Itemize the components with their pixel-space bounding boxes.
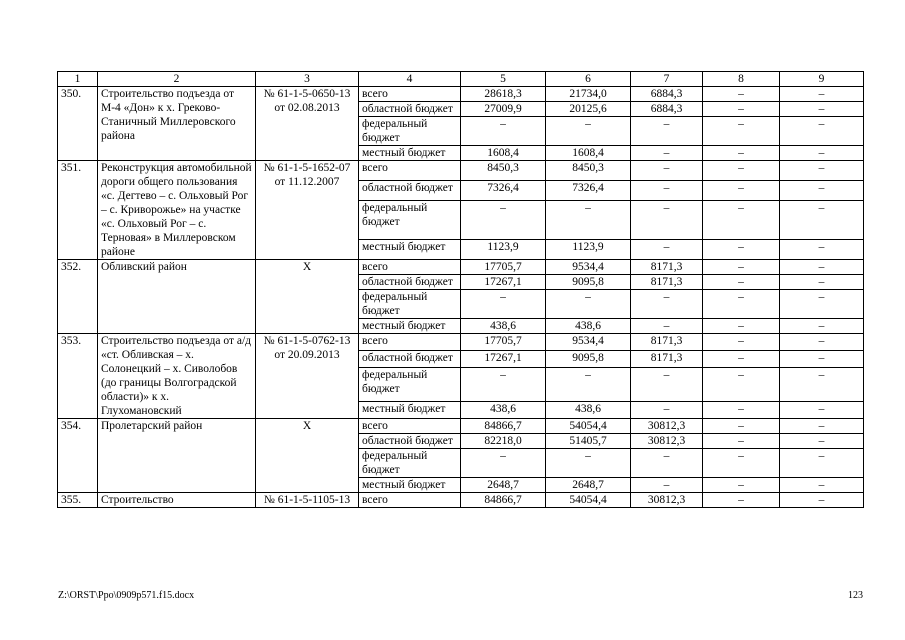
amount-v5: 1123,9 xyxy=(461,239,546,259)
amount-v9: – xyxy=(780,351,864,368)
amount-v9: – xyxy=(780,334,864,351)
funding-source: федеральный бюджет xyxy=(359,290,461,319)
funding-source: федеральный бюджет xyxy=(359,201,461,240)
amount-v9: – xyxy=(780,181,864,201)
amount-v8: – xyxy=(703,478,780,493)
amount-v9: – xyxy=(780,87,864,102)
amount-v7: – xyxy=(631,368,703,401)
amount-v8: – xyxy=(703,290,780,319)
amount-v6: 9534,4 xyxy=(546,260,631,275)
project-number: 350. xyxy=(58,87,98,161)
project-document: Х xyxy=(256,260,359,334)
amount-v8: – xyxy=(703,334,780,351)
amount-v5: 438,6 xyxy=(461,319,546,334)
table-row xyxy=(58,334,864,351)
amount-v6: 20125,6 xyxy=(546,102,631,117)
amount-v8: – xyxy=(703,239,780,259)
amount-v5: 84866,7 xyxy=(461,493,546,508)
funding-source: областной бюджет xyxy=(359,275,461,290)
amount-v8: – xyxy=(703,493,780,508)
amount-v9: – xyxy=(780,117,864,146)
amount-v8: – xyxy=(703,319,780,334)
funding-source: областной бюджет xyxy=(359,434,461,449)
amount-v6: 1608,4 xyxy=(546,146,631,161)
amount-v5: – xyxy=(461,368,546,401)
project-document: № 61-1-5-1652-07 от 11.12.2007 xyxy=(256,161,359,260)
project-number: 351. xyxy=(58,161,98,260)
funding-source: местный бюджет xyxy=(359,401,461,418)
amount-v6: – xyxy=(546,201,631,240)
project-name: Строительство подъезда от М-4 «Дон» к х. Греково-Станичный Миллеровского района xyxy=(98,87,256,161)
funding-source: областной бюджет xyxy=(359,102,461,117)
column-header: 4 xyxy=(359,72,461,87)
header-row xyxy=(58,72,864,87)
table-row xyxy=(58,161,864,181)
funding-source: областной бюджет xyxy=(359,351,461,368)
amount-v5: 1608,4 xyxy=(461,146,546,161)
amount-v7: – xyxy=(631,146,703,161)
funding-source: всего xyxy=(359,87,461,102)
table-row xyxy=(58,87,864,102)
amount-v8: – xyxy=(703,449,780,478)
amount-v9: – xyxy=(780,146,864,161)
project-document: № 61-1-5-1105-13 xyxy=(256,493,359,508)
table-body xyxy=(58,87,864,508)
amount-v5: – xyxy=(461,117,546,146)
funding-source: всего xyxy=(359,334,461,351)
amount-v6: 8450,3 xyxy=(546,161,631,181)
amount-v7: – xyxy=(631,401,703,418)
amount-v7: 30812,3 xyxy=(631,419,703,434)
amount-v7: – xyxy=(631,319,703,334)
amount-v5: 7326,4 xyxy=(461,181,546,201)
funding-source: всего xyxy=(359,161,461,181)
column-header: 6 xyxy=(546,72,631,87)
table-row xyxy=(58,260,864,275)
amount-v6: 9095,8 xyxy=(546,351,631,368)
amount-v9: – xyxy=(780,275,864,290)
funding-source: местный бюджет xyxy=(359,146,461,161)
amount-v9: – xyxy=(780,493,864,508)
amount-v6: 21734,0 xyxy=(546,87,631,102)
amount-v6: 54054,4 xyxy=(546,493,631,508)
amount-v6: – xyxy=(546,368,631,401)
amount-v7: – xyxy=(631,161,703,181)
amount-v8: – xyxy=(703,102,780,117)
amount-v6: 438,6 xyxy=(546,401,631,418)
funding-source: федеральный бюджет xyxy=(359,449,461,478)
project-number: 352. xyxy=(58,260,98,334)
funding-source: федеральный бюджет xyxy=(359,117,461,146)
footer-file-path: Z:\ORST\Ppo\0909p571.f15.docx xyxy=(58,590,195,601)
amount-v8: – xyxy=(703,117,780,146)
amount-v7: 8171,3 xyxy=(631,260,703,275)
amount-v8: – xyxy=(703,87,780,102)
amount-v7: – xyxy=(631,117,703,146)
column-header: 5 xyxy=(461,72,546,87)
amount-v8: – xyxy=(703,368,780,401)
amount-v6: 438,6 xyxy=(546,319,631,334)
project-number: 354. xyxy=(58,419,98,493)
budget-table xyxy=(57,71,864,508)
amount-v6: 9095,8 xyxy=(546,275,631,290)
amount-v6: 9534,4 xyxy=(546,334,631,351)
amount-v7: 30812,3 xyxy=(631,493,703,508)
amount-v5: 8450,3 xyxy=(461,161,546,181)
project-name: Пролетарский район xyxy=(98,419,256,493)
column-header: 7 xyxy=(631,72,703,87)
amount-v7: – xyxy=(631,239,703,259)
funding-source: местный бюджет xyxy=(359,478,461,493)
table-row xyxy=(58,493,864,508)
amount-v8: – xyxy=(703,260,780,275)
project-name: Обливский район xyxy=(98,260,256,334)
amount-v9: – xyxy=(780,368,864,401)
amount-v6: 1123,9 xyxy=(546,239,631,259)
amount-v9: – xyxy=(780,201,864,240)
amount-v7: – xyxy=(631,201,703,240)
amount-v5: – xyxy=(461,201,546,240)
amount-v9: – xyxy=(780,102,864,117)
amount-v8: – xyxy=(703,351,780,368)
amount-v7: 6884,3 xyxy=(631,87,703,102)
amount-v5: 17705,7 xyxy=(461,334,546,351)
table-row xyxy=(58,419,864,434)
project-number: 355. xyxy=(58,493,98,508)
funding-source: всего xyxy=(359,260,461,275)
amount-v5: 82218,0 xyxy=(461,434,546,449)
amount-v9: – xyxy=(780,401,864,418)
project-name: Реконструкция автомобильной дороги общего пользования «с. Дегтево – с. Ольховый Рог – с. Криворожье» на участке «с. Ольховый Рог – с. Терновая» в Миллеровском районе xyxy=(98,161,256,260)
column-header: 3 xyxy=(256,72,359,87)
amount-v6: – xyxy=(546,449,631,478)
amount-v5: – xyxy=(461,449,546,478)
amount-v5: 27009,9 xyxy=(461,102,546,117)
column-header: 9 xyxy=(780,72,864,87)
amount-v5: 17267,1 xyxy=(461,275,546,290)
amount-v5: 438,6 xyxy=(461,401,546,418)
amount-v6: 2648,7 xyxy=(546,478,631,493)
amount-v7: 30812,3 xyxy=(631,434,703,449)
amount-v9: – xyxy=(780,239,864,259)
amount-v9: – xyxy=(780,419,864,434)
amount-v8: – xyxy=(703,419,780,434)
amount-v9: – xyxy=(780,260,864,275)
amount-v6: – xyxy=(546,117,631,146)
amount-v8: – xyxy=(703,401,780,418)
amount-v9: – xyxy=(780,434,864,449)
amount-v5: 84866,7 xyxy=(461,419,546,434)
amount-v9: – xyxy=(780,319,864,334)
amount-v5: – xyxy=(461,290,546,319)
amount-v5: 17705,7 xyxy=(461,260,546,275)
amount-v8: – xyxy=(703,434,780,449)
project-name: Строительство подъезда от а/д «ст. Обливская – х. Солонецкий – х. Сиволобов (до границы Волгоградской области)» к х. Глухомановский xyxy=(98,334,256,419)
amount-v8: – xyxy=(703,201,780,240)
amount-v8: – xyxy=(703,181,780,201)
funding-source: местный бюджет xyxy=(359,239,461,259)
amount-v7: – xyxy=(631,478,703,493)
amount-v5: 17267,1 xyxy=(461,351,546,368)
project-document: Х xyxy=(256,419,359,493)
amount-v7: 6884,3 xyxy=(631,102,703,117)
amount-v8: – xyxy=(703,275,780,290)
amount-v8: – xyxy=(703,161,780,181)
footer-page-number: 123 xyxy=(848,590,863,601)
amount-v7: 8171,3 xyxy=(631,351,703,368)
amount-v9: – xyxy=(780,161,864,181)
amount-v6: 51405,7 xyxy=(546,434,631,449)
funding-source: областной бюджет xyxy=(359,181,461,201)
project-document: № 61-1-5-0762-13 от 20.09.2013 xyxy=(256,334,359,419)
amount-v7: – xyxy=(631,181,703,201)
amount-v7: – xyxy=(631,290,703,319)
amount-v5: 2648,7 xyxy=(461,478,546,493)
funding-source: федеральный бюджет xyxy=(359,368,461,401)
column-header: 1 xyxy=(58,72,98,87)
amount-v6: – xyxy=(546,290,631,319)
amount-v8: – xyxy=(703,146,780,161)
project-name: Строительство xyxy=(98,493,256,508)
amount-v6: 7326,4 xyxy=(546,181,631,201)
amount-v6: 54054,4 xyxy=(546,419,631,434)
project-number: 353. xyxy=(58,334,98,419)
amount-v9: – xyxy=(780,290,864,319)
amount-v9: – xyxy=(780,478,864,493)
amount-v5: 28618,3 xyxy=(461,87,546,102)
amount-v7: – xyxy=(631,449,703,478)
column-header: 2 xyxy=(98,72,256,87)
project-document: № 61-1-5-0650-13 от 02.08.2013 xyxy=(256,87,359,161)
column-header: 8 xyxy=(703,72,780,87)
amount-v7: 8171,3 xyxy=(631,334,703,351)
amount-v9: – xyxy=(780,449,864,478)
funding-source: местный бюджет xyxy=(359,319,461,334)
funding-source: всего xyxy=(359,419,461,434)
funding-source: всего xyxy=(359,493,461,508)
amount-v7: 8171,3 xyxy=(631,275,703,290)
